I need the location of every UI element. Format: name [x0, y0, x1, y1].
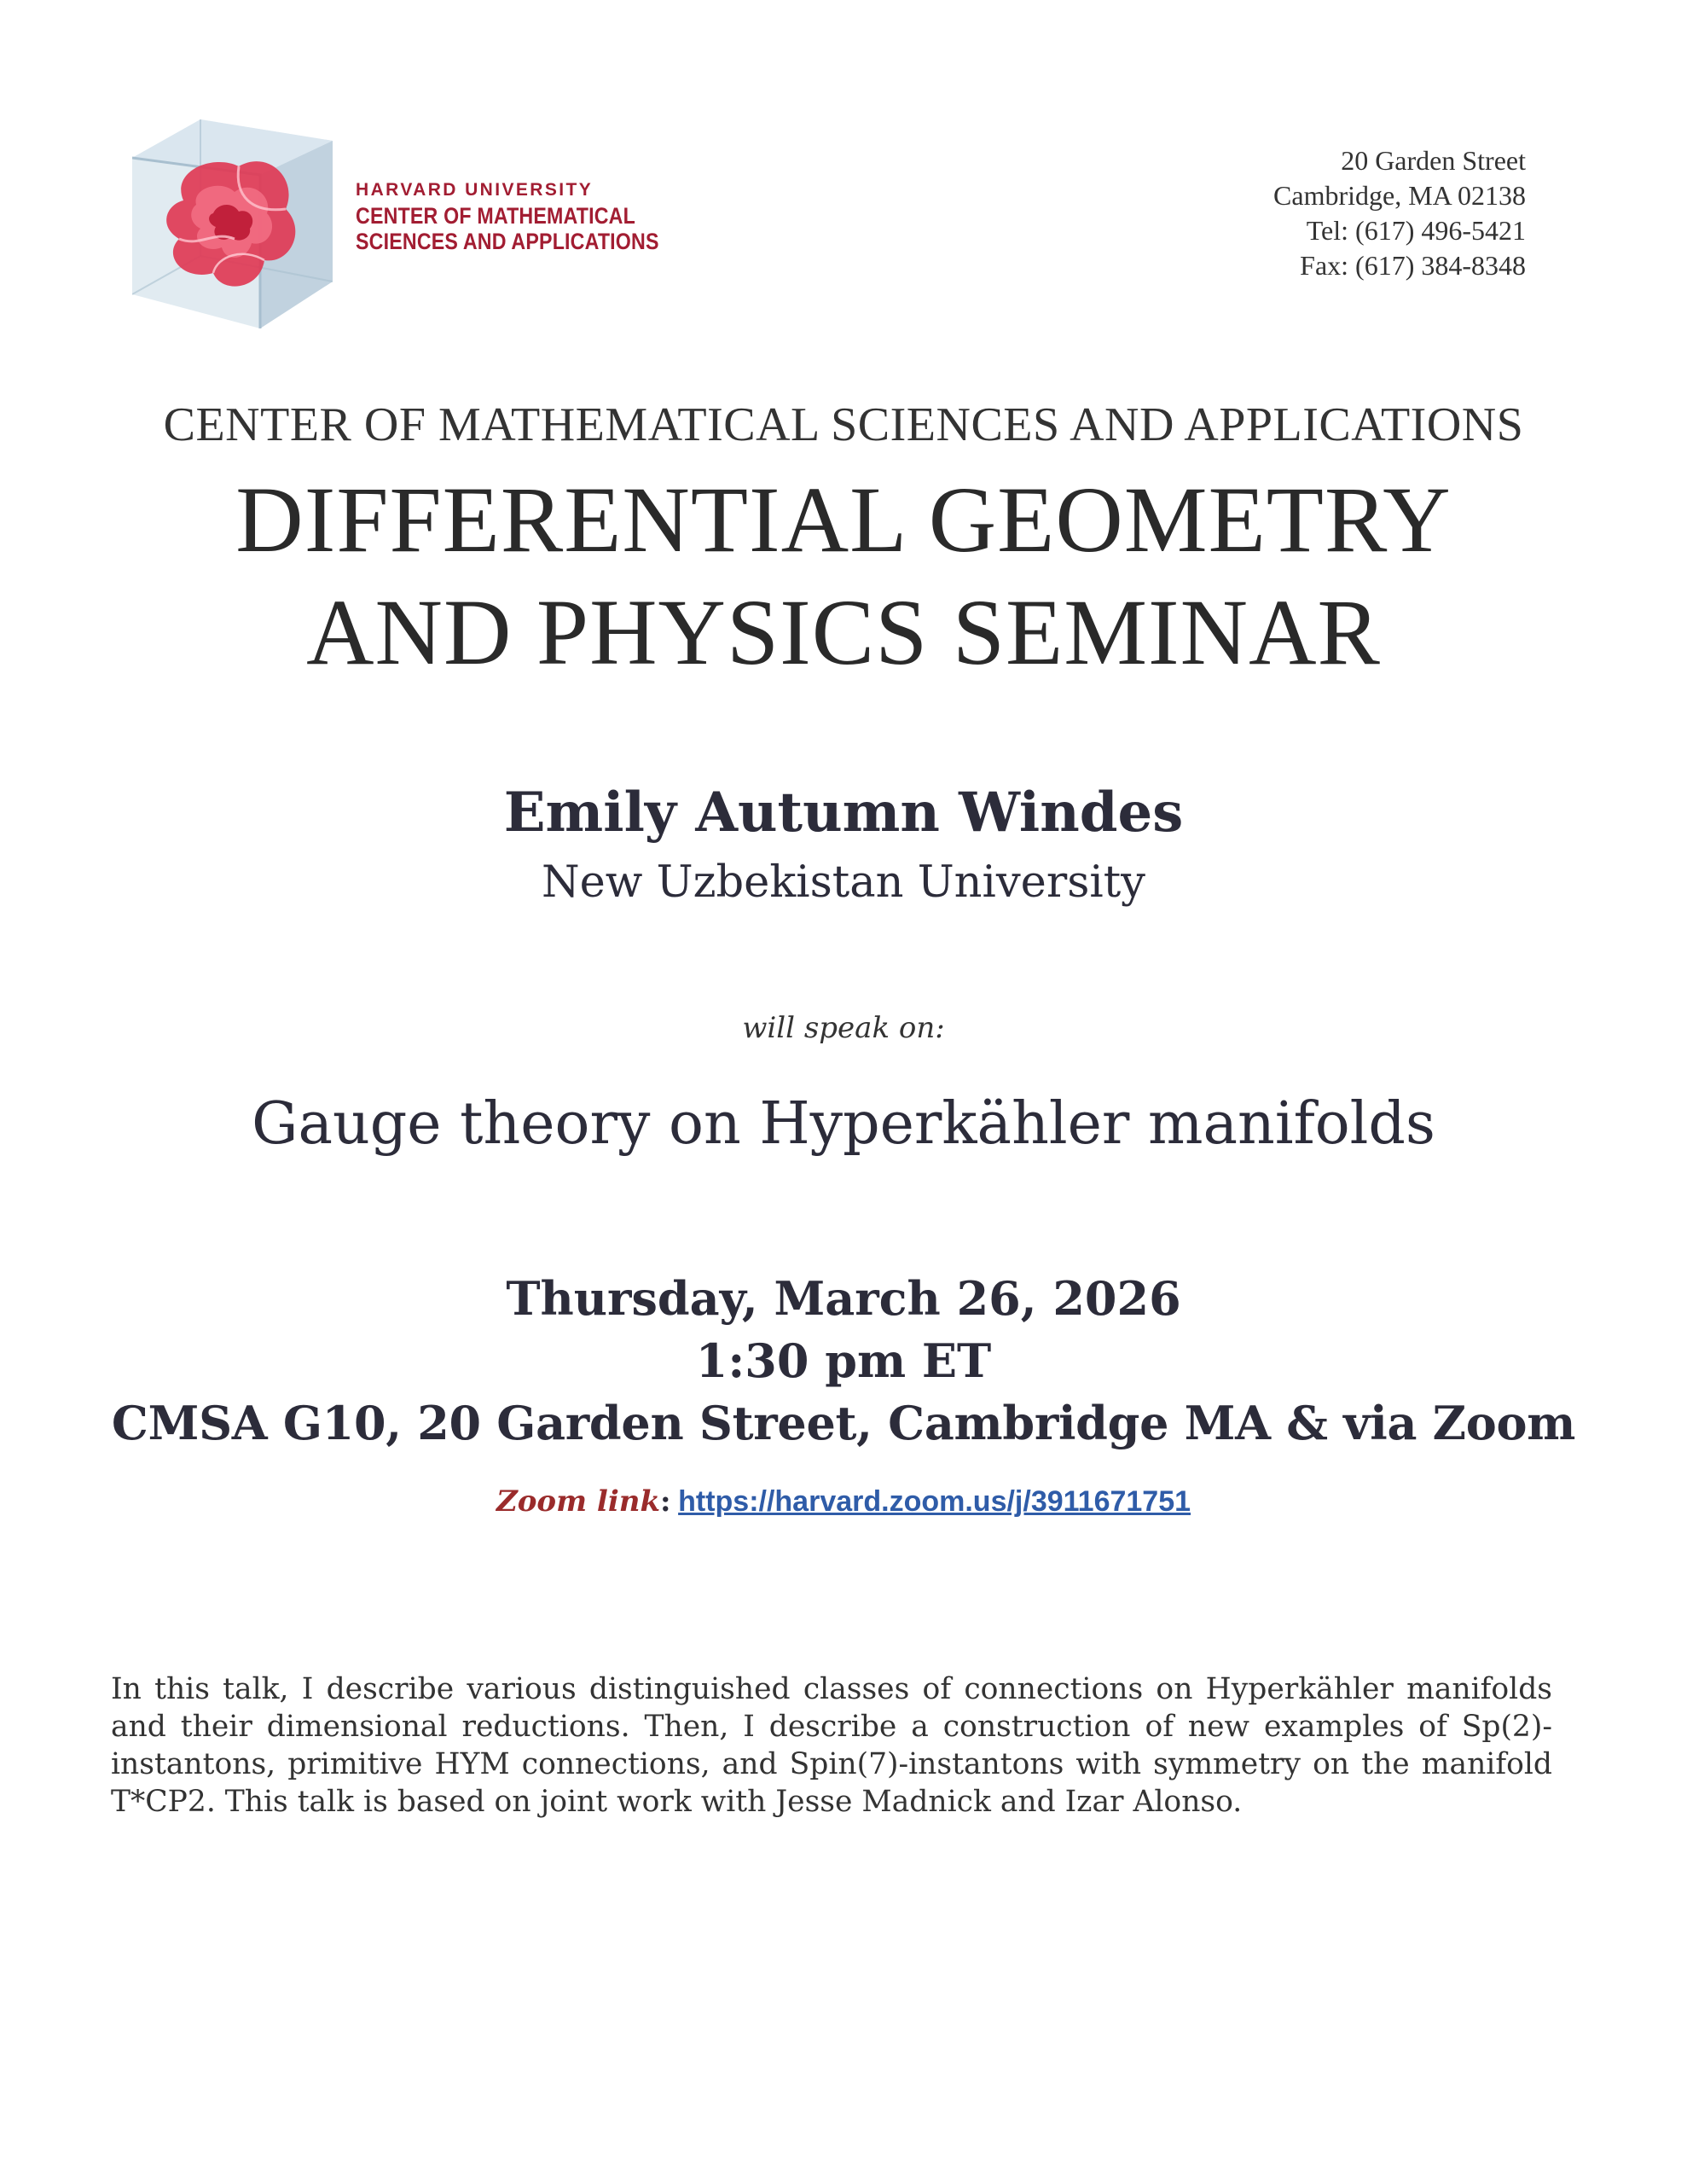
cmsa-logo [132, 119, 659, 328]
center-name-heading: CENTER OF MATHEMATICAL SCIENCES AND APPLICATIONS [163, 398, 1524, 451]
logo-line-sciences: SCIENCES AND APPLICATIONS [356, 229, 659, 254]
address-street: 20 Garden Street [1341, 145, 1526, 176]
logo-wordmark [356, 181, 709, 256]
will-speak-on: will speak on: [742, 1011, 945, 1045]
address-block [1273, 143, 1526, 283]
zoom-link-separator: : [660, 1484, 671, 1519]
seminar-title-line2: AND PHYSICS SEMINAR [306, 580, 1381, 684]
zoom-link-label: Zoom link [496, 1484, 661, 1519]
zoom-link-line [0, 1484, 1687, 1519]
address-tel: Tel: (617) 496-5421 [1306, 215, 1526, 246]
logo-line-center: CENTER OF MATHEMATICAL [356, 203, 635, 229]
event-date: Thursday, March 26, 2026 [506, 1271, 1181, 1326]
address-fax: Fax: (617) 384-8348 [1300, 250, 1526, 281]
zoom-link-url[interactable]: https://harvard.zoom.us/j/3911671751 [678, 1485, 1191, 1518]
talk-abstract: In this talk, I describe various distinguished classes of connections on Hyperkähler manifolds and their dimensional reductions. Then, I describe a construction of new examples of Sp(2)-instantons, primitive HYM connections, and Spin(7)-instantons with symmetry on the manifold T*CP2. This talk is based on joint work with Jesse Madnick and Izar Alonso. [111, 1672, 1552, 1819]
logo-line-university: HARVARD UNIVERSITY [356, 180, 594, 200]
event-time: 1:30 pm ET [695, 1333, 992, 1388]
address-city: Cambridge, MA 02138 [1273, 180, 1526, 211]
seminar-title [0, 463, 1687, 688]
speaker-name: Emily Autumn Windes [503, 781, 1184, 845]
cmsa-cube-logo-icon [132, 119, 333, 328]
event-location: CMSA G10, 20 Garden Street, Cambridge MA & via Zoom [111, 1396, 1576, 1450]
speaker-affiliation: New Uzbekistan University [542, 857, 1145, 908]
seminar-title-line1: DIFFERENTIAL GEOMETRY [235, 468, 1452, 572]
talk-title: Gauge theory on Hyperkähler manifolds [252, 1090, 1435, 1158]
